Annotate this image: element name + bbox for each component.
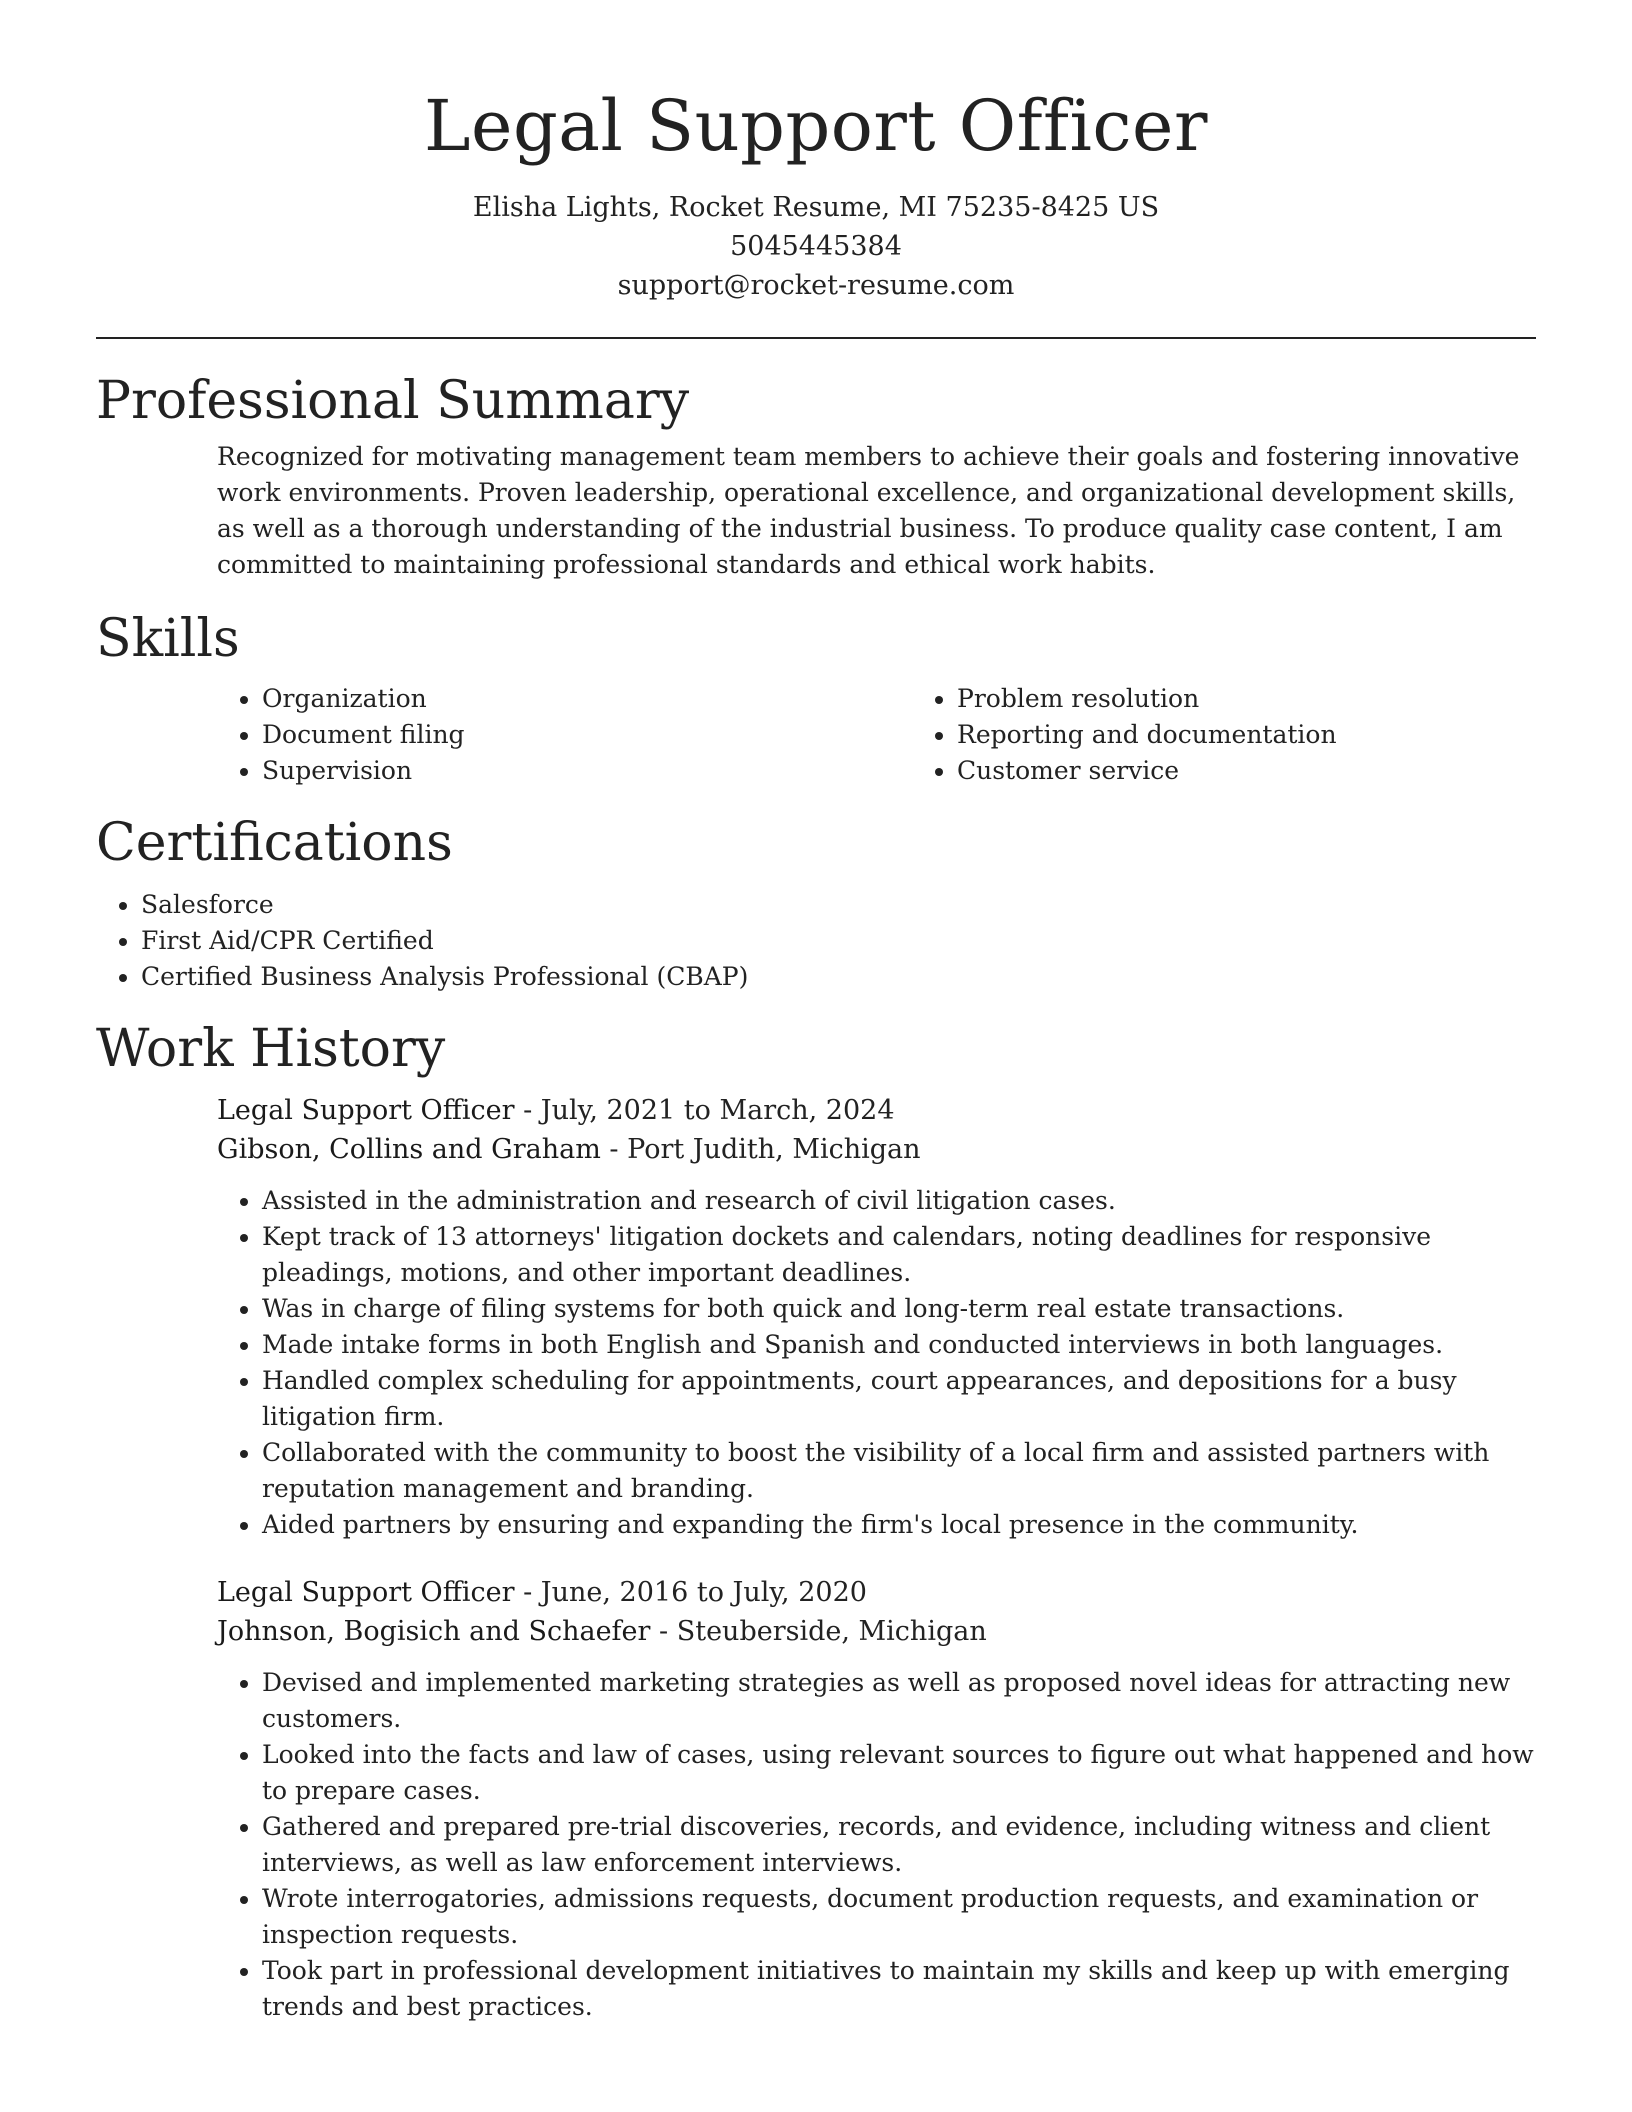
job-company: Gibson, Collins and Graham	[217, 1134, 601, 1165]
skills-grid	[217, 681, 1536, 789]
skill-item: • Problem resolution	[957, 681, 1607, 717]
job-bullet: • Aided partners by ensuring and expanding the firm's local presence in the community.	[262, 1507, 1536, 1543]
job-bullet: • Took part in professional development initiatives to maintain my skills and keep up with emerging trends and best practices.	[262, 1953, 1536, 2025]
job-location: - Steuberside, Michigan	[650, 1616, 987, 1647]
job-bullet: • Handled complex scheduling for appointments, court appearances, and depositions for a busy litigation firm.	[262, 1363, 1536, 1435]
job-location: - Port Judith, Michigan	[600, 1134, 921, 1165]
phone: 5045445384	[730, 231, 902, 262]
skill-item: • Organization	[262, 681, 912, 717]
skills-list-right	[912, 681, 1607, 789]
contact-info	[96, 188, 1536, 305]
job-bullet: • Assisted in the administration and research of civil litigation cases.	[262, 1183, 1536, 1219]
certification-item: • First Aid/CPR Certified	[141, 923, 1536, 959]
certifications-section	[96, 811, 1536, 995]
job-bullet: • Looked into the facts and law of cases, using relevant sources to figure out what happened and how to prepare cases.	[262, 1737, 1536, 1809]
summary-section	[96, 369, 1536, 583]
job-heading	[217, 1091, 1536, 1169]
job-bullet: • Made intake forms in both English and Spanish and conducted interviews in both languages.	[262, 1327, 1536, 1363]
job-bullets	[217, 1183, 1536, 1543]
work-history-title: Work History	[96, 1019, 446, 1079]
skill-item: • Document filing	[262, 717, 912, 753]
job-dates: - July, 2021 to March, 2024	[514, 1095, 895, 1126]
skill-item: • Supervision	[262, 753, 912, 789]
summary-title: Professional Summary	[96, 371, 690, 431]
certification-item: • Certified Business Analysis Professional (CBAP)	[141, 959, 1536, 995]
job-bullet: • Was in charge of filing systems for both quick and long-term real estate transactions.	[262, 1291, 1536, 1327]
job-company: Johnson, Bogisich and Schaefer	[217, 1616, 651, 1647]
work-history-section	[96, 1017, 1536, 2025]
address: Elisha Lights, Rocket Resume, MI 75235-8425 US	[472, 192, 1160, 223]
job-bullet: • Kept track of 13 attorneys' litigation dockets and calendars, noting deadlines for responsive pleadings, motions, and other important deadlines.	[262, 1219, 1536, 1291]
certifications-title: Certifications	[96, 813, 453, 873]
job-entry	[217, 1091, 1536, 1543]
email: support@rocket-resume.com	[617, 270, 1015, 301]
summary-text: Recognized for motivating management team members to achieve their goals and fostering innovative work environments. Proven leadership, operational excellence, and organizational development skills, as well as a thorough understanding of the industrial business. To produce quality case content, I am committed to maintaining professional standards and ethical work habits.	[217, 442, 1520, 579]
skills-section	[96, 607, 1536, 789]
skills-list-left	[217, 681, 912, 789]
job-role: Legal Support Officer	[217, 1577, 515, 1608]
job-bullet: • Devised and implemented marketing strategies as well as proposed novel ideas for attracting new customers.	[262, 1665, 1536, 1737]
job-heading	[217, 1573, 1536, 1651]
job-role: Legal Support Officer	[217, 1095, 515, 1126]
job-bullet: • Wrote interrogatories, admissions requests, document production requests, and examination or inspection requests.	[262, 1881, 1536, 1953]
skill-item: • Customer service	[957, 753, 1607, 789]
skills-title: Skills	[96, 609, 240, 669]
job-bullet: • Collaborated with the community to boost the visibility of a local firm and assisted partners with reputation management and branding.	[262, 1435, 1536, 1507]
resume-header	[96, 0, 1536, 305]
job-bullet: • Gathered and prepared pre-trial discoveries, records, and evidence, including witness and client interviews, as well as law enforcement interviews.	[262, 1809, 1536, 1881]
header-divider	[96, 337, 1536, 339]
certifications-list	[96, 887, 1536, 995]
certification-item: • Salesforce	[141, 887, 1536, 923]
job-entry	[217, 1573, 1536, 2025]
resume-name: Legal Support Officer	[424, 85, 1208, 167]
job-bullets	[217, 1665, 1536, 2025]
job-dates: - June, 2016 to July, 2020	[514, 1577, 867, 1608]
skill-item: • Reporting and documentation	[957, 717, 1607, 753]
